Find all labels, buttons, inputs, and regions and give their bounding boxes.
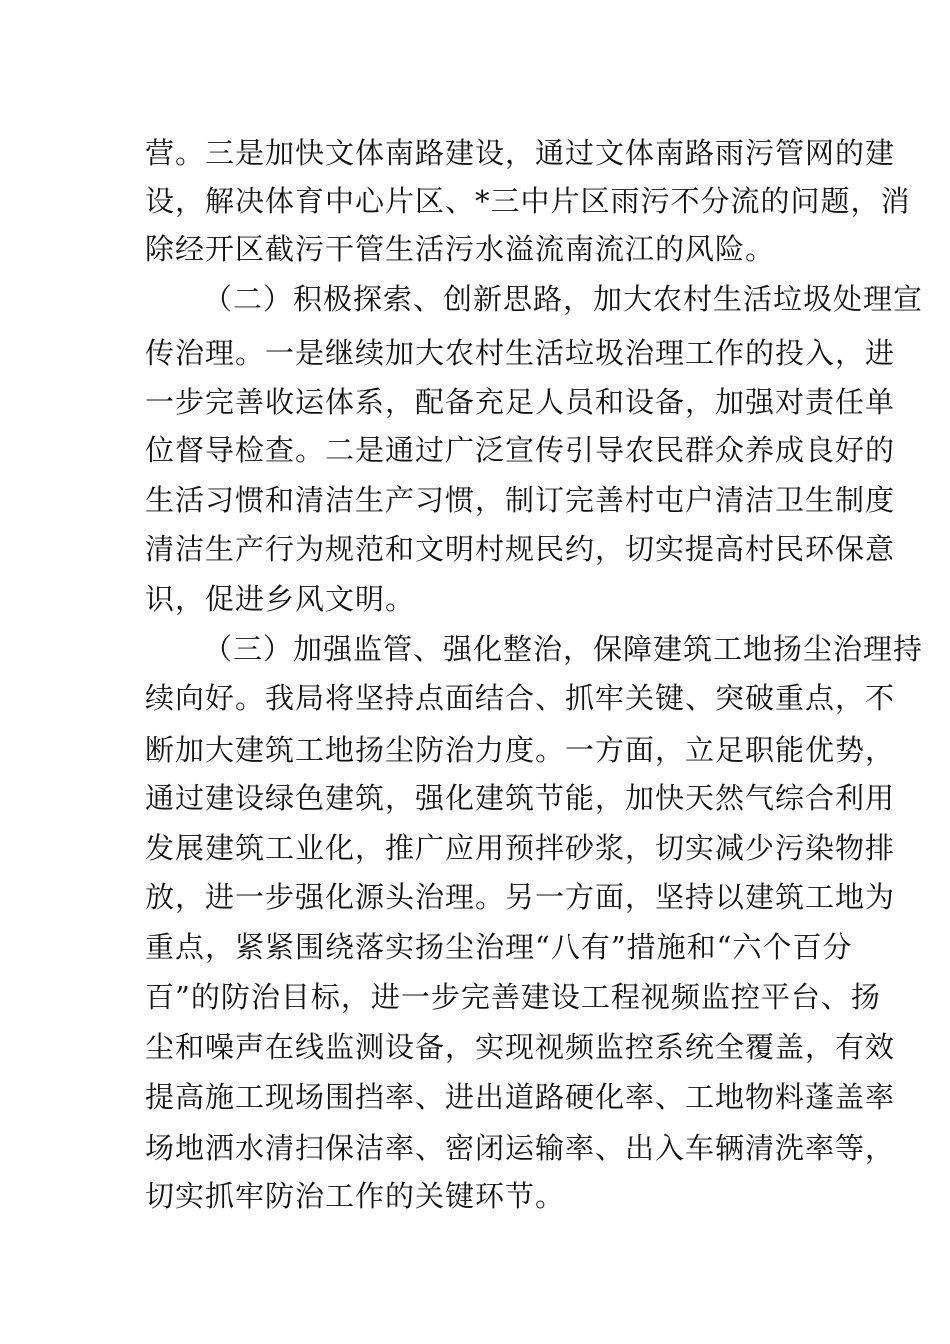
- text-line: 传治理。一是继续加大农村生活垃圾治理工作的投入，进: [145, 336, 896, 370]
- text-line: 重点，紧紧围绕落实扬尘治理“八有”措施和“六个百分: [145, 930, 853, 964]
- text-line: 设，解决体育中心片区、*三中片区雨污不分流的问题，消: [145, 184, 911, 218]
- text-line: 位督导检查。二是通过广泛宣传引导农民群众养成良好的: [145, 433, 896, 467]
- text-line: 通过建设绿色建筑，强化建筑节能，加快天然气综合利用: [145, 781, 896, 815]
- text-line: 发展建筑工业化，推广应用预拌砂浆，切实减少污染物排: [145, 831, 896, 865]
- text-line: 一步完善收运体系，配备充足人员和设备，加强对责任单: [145, 385, 896, 419]
- text-line: 清洁生产行为规范和文明村规民约，切实提高村民环保意: [145, 532, 896, 566]
- text-line: 识，促进乡风文明。: [145, 582, 416, 616]
- text-line: 场地洒水清扫保洁率、密闭运输率、出入车辆清洗率等，: [145, 1131, 896, 1165]
- text-line: 营。三是加快文体南路建设，通过文体南路雨污管网的建: [145, 136, 896, 170]
- text-line: 百”的防治目标，进一步完善建设工程视频监控平台、扬: [145, 980, 881, 1014]
- text-line: 尘和噪声在线监测设备，实现视频监控系统全覆盖，有效: [145, 1030, 896, 1064]
- text-line: 续向好。我局将坚持点面结合、抓牢关键、突破重点，不: [145, 681, 896, 715]
- text-line: 断加大建筑工地扬尘防治力度。一方面，立足职能优势，: [145, 733, 896, 767]
- paragraph-heading-2: （二）积极探索、创新思路，加大农村生活垃圾处理宣: [203, 282, 924, 316]
- text-line: 放，进一步强化源头治理。另一方面，坚持以建筑工地为: [145, 880, 896, 914]
- paragraph-heading-3: （三）加强监管、强化整治，保障建筑工地扬尘治理持: [203, 632, 924, 666]
- text-line: 提高施工现场围挡率、进出道路硬化率、工地物料蓬盖率: [145, 1080, 896, 1114]
- text-line: 切实抓牢防治工作的关键环节。: [145, 1179, 566, 1213]
- text-line: 除经开区截污干管生活污水溢流南流江的风险。: [145, 232, 776, 266]
- text-line: 生活习惯和清洁生产习惯，制订完善村屯户清洁卫生制度: [145, 483, 896, 517]
